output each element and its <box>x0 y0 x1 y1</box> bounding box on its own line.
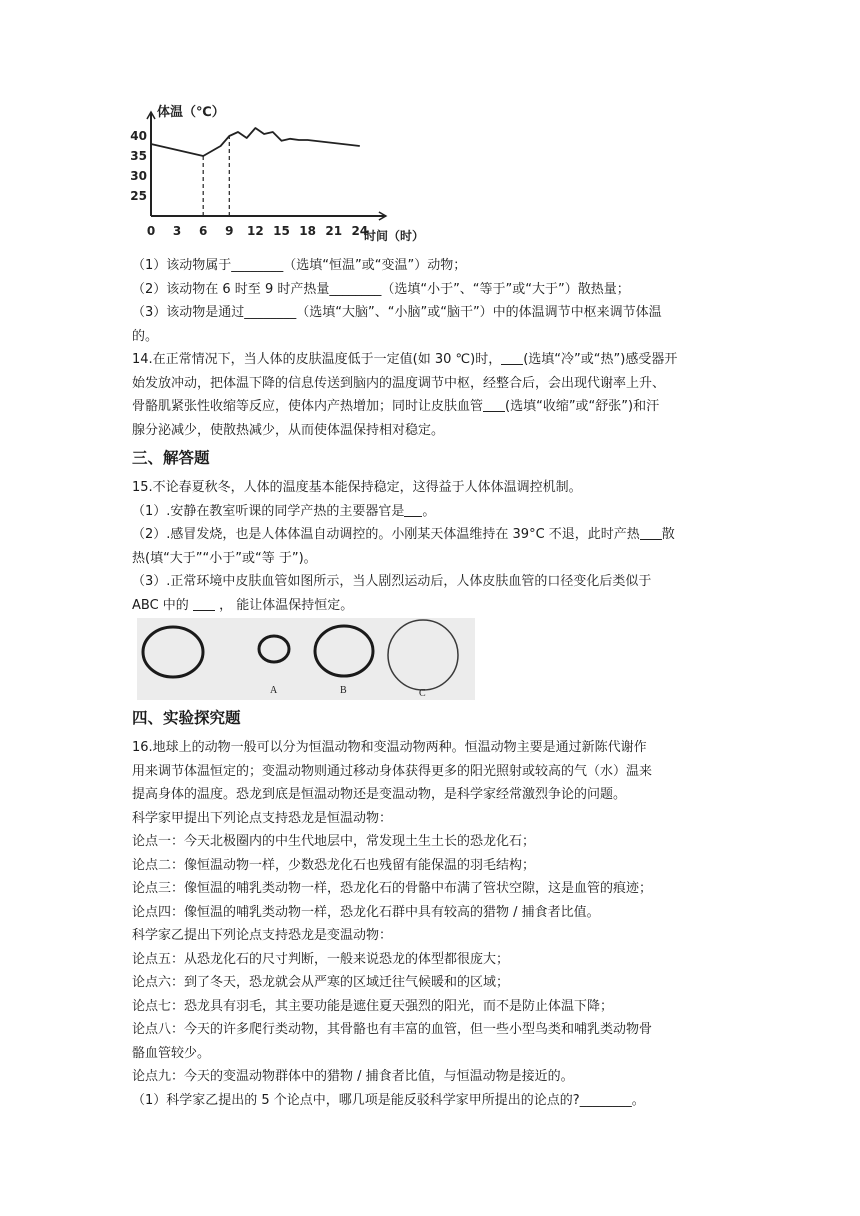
body-temperature-chart <box>130 92 443 250</box>
q16-line: 论点一：今天北极圈内的中生代地层中，常发现土生土长的恐龙化石； <box>132 834 536 849</box>
label-b: B <box>340 685 347 696</box>
y-tick-label: 25 <box>130 189 147 203</box>
q13-line-2: （2）该动物在 6 时至 9 时产热量________（选填“小于”、“等于”或“大于”）散热量； <box>132 281 630 297</box>
q14-line-3 <box>132 395 732 419</box>
answer-blank[interactable] <box>193 596 215 611</box>
q15-line-1: 15.不论春夏秋冬，人体的温度基本能保持稳定，这得益于人体体温调控机制。 <box>132 480 582 495</box>
y-tick-label: 35 <box>130 149 147 163</box>
q16-line: 论点九：今天的变温动物群体中的猎物 / 捕食者比值，与恒温动物是接近的。 <box>132 1069 574 1084</box>
section-4-block <box>132 702 732 1112</box>
question-16 <box>132 736 732 1112</box>
vessel-circles-svg <box>137 618 475 700</box>
q13-line-3: （3）该动物是通过________（选填“大脑”、“小脑”或“脑干”）中的体温调节中枢来调节体温 <box>132 305 662 320</box>
x-tick-label: 12 <box>247 224 264 238</box>
answer-blank[interactable] <box>404 502 422 517</box>
q15-text: ， 能让体温保持恒定。 <box>219 597 354 613</box>
q16-line: 论点四：像恒温的哺乳类动物一样，恐龙化石群中具有较高的猎物 / 捕食者比值。 <box>132 904 600 920</box>
q16-line: 骼血管较少。 <box>132 1045 211 1061</box>
q16-line: 论点七：恐龙具有羽毛，其主要功能是遮住夏天强烈的阳光，而不是防止体温下降； <box>132 998 614 1014</box>
chart-svg <box>130 92 443 250</box>
q16-line: 科学家乙提出下列论点支持恐龙是变温动物： <box>132 928 393 943</box>
q15-line-5: （3）.正常环境中皮肤血管如图所示，当人剧烈运动后，人体皮肤血管的口径变化后类似于 <box>132 574 652 589</box>
q15-text: ABC 中的 <box>132 597 189 613</box>
question-13 <box>132 254 732 617</box>
q15-line-4: 热(填“大于”“小于”或“等 于”)。 <box>132 550 317 566</box>
temperature-line <box>151 128 360 156</box>
q16-line: 论点三：像恒温的哺乳类动物一样，恐龙化石的骨骼中布满了管状空隙，这是血管的痕迹； <box>132 881 653 896</box>
vessel-circle-b <box>315 626 373 676</box>
q16-line: 16.地球上的动物一般可以分为恒温动物和变温动物两种。恒温动物主要是通过新陈代谢作 <box>132 740 647 755</box>
q15-text: 。 <box>422 503 436 519</box>
vessel-circle-reference <box>143 627 203 677</box>
x-tick-label: 15 <box>273 224 290 238</box>
q15-text: 散 <box>661 527 675 542</box>
q15-text: （2）.感冒发烧，也是人体体温自动调控的。小刚某天体温维持在 39°C 不退，此时产热 <box>132 527 640 542</box>
y-tick-label: 40 <box>130 129 147 143</box>
q14-text: (选填“冷”或“热”)感受器开 <box>523 352 678 367</box>
x-tick-label: 3 <box>172 224 182 238</box>
q14-text: (选填“收缩”或“舒张”)和汗 <box>505 399 660 414</box>
q14-text: 14.在正常情况下，当人体的皮肤温度低于一定值(如 30 ℃)时， <box>132 352 502 367</box>
label-a: A <box>270 685 278 696</box>
y-axis-label: 体温（℃） <box>157 105 225 120</box>
q16-line: 论点八：今天的许多爬行类动物，其骨骼也有丰富的血管，但一些小型鸟类和哺乳类动物骨 <box>132 1022 653 1037</box>
y-tick-label: 30 <box>130 169 147 183</box>
q15-line-3 <box>132 523 732 547</box>
x-tick-label: 0 <box>146 224 156 238</box>
vessel-circle-a <box>259 636 289 662</box>
x-tick-label: 6 <box>199 224 208 238</box>
q16-line: 提高身体的温度。恐龙到底是恒温动物还是变温动物，是科学家经常激烈争论的问题。 <box>132 787 627 802</box>
vessel-circle-c <box>388 620 458 690</box>
q16-line: 科学家甲提出下列论点支持恐龙是恒温动物： <box>132 810 393 826</box>
q15-line-6 <box>132 594 732 618</box>
answer-blank[interactable] <box>483 397 505 412</box>
q15-line-2 <box>132 500 732 524</box>
x-tick-label: 18 <box>299 224 316 238</box>
q14-line-2: 始发放冲动，把体温下降的信息传送到脑内的温度调节中枢，经整合后，会出现代谢率上升、 <box>132 375 666 391</box>
q16-line: 论点二：像恒温动物一样，少数恐龙化石也残留有能保温的羽毛结构； <box>132 857 536 873</box>
q13-line-4: 的。 <box>132 328 159 344</box>
section-heading-3: 三、解答题 <box>132 449 210 467</box>
q16-line: 用来调节体温恒定的；变温动物则通过移动身体获得更多的阳光照射或较高的气（水）温来 <box>132 763 653 779</box>
x-tick-label: 24 <box>351 224 369 238</box>
q16-line: 论点六：到了冬天，恐龙就会从严寒的区域迁往气候暖和的区域； <box>132 975 510 990</box>
q16-line: （1）科学家乙提出的 5 个论点中，哪几项是能反驳科学家甲所提出的论点的?________。 <box>132 1092 645 1108</box>
q14-line-4: 腺分泌减少，使散热减少，从而使体温保持相对稳定。 <box>132 422 445 438</box>
q13-line-1: （1）该动物属于________（选填“恒温”或“变温”）动物； <box>132 258 467 273</box>
x-axis-label: 时间（时） <box>364 229 425 243</box>
q14-text: 骨骼肌紧张性收缩等反应，使体内产热增加；同时让皮肤血管 <box>132 399 484 414</box>
q15-text: （1）.安静在教室听课的同学产热的主要器官是 <box>132 503 405 519</box>
answer-blank[interactable] <box>640 525 662 540</box>
answer-blank[interactable] <box>501 350 523 365</box>
section-heading-4: 四、实验探究题 <box>132 709 241 727</box>
x-tick-label: 9 <box>225 224 234 238</box>
q14-line-1 <box>132 348 732 372</box>
q16-line: 论点五：从恐龙化石的尺寸判断，一般来说恐龙的体型都很庞大； <box>132 951 510 967</box>
x-tick-label: 21 <box>325 224 343 238</box>
blood-vessel-figure <box>137 618 475 700</box>
label-c: C <box>419 688 426 699</box>
